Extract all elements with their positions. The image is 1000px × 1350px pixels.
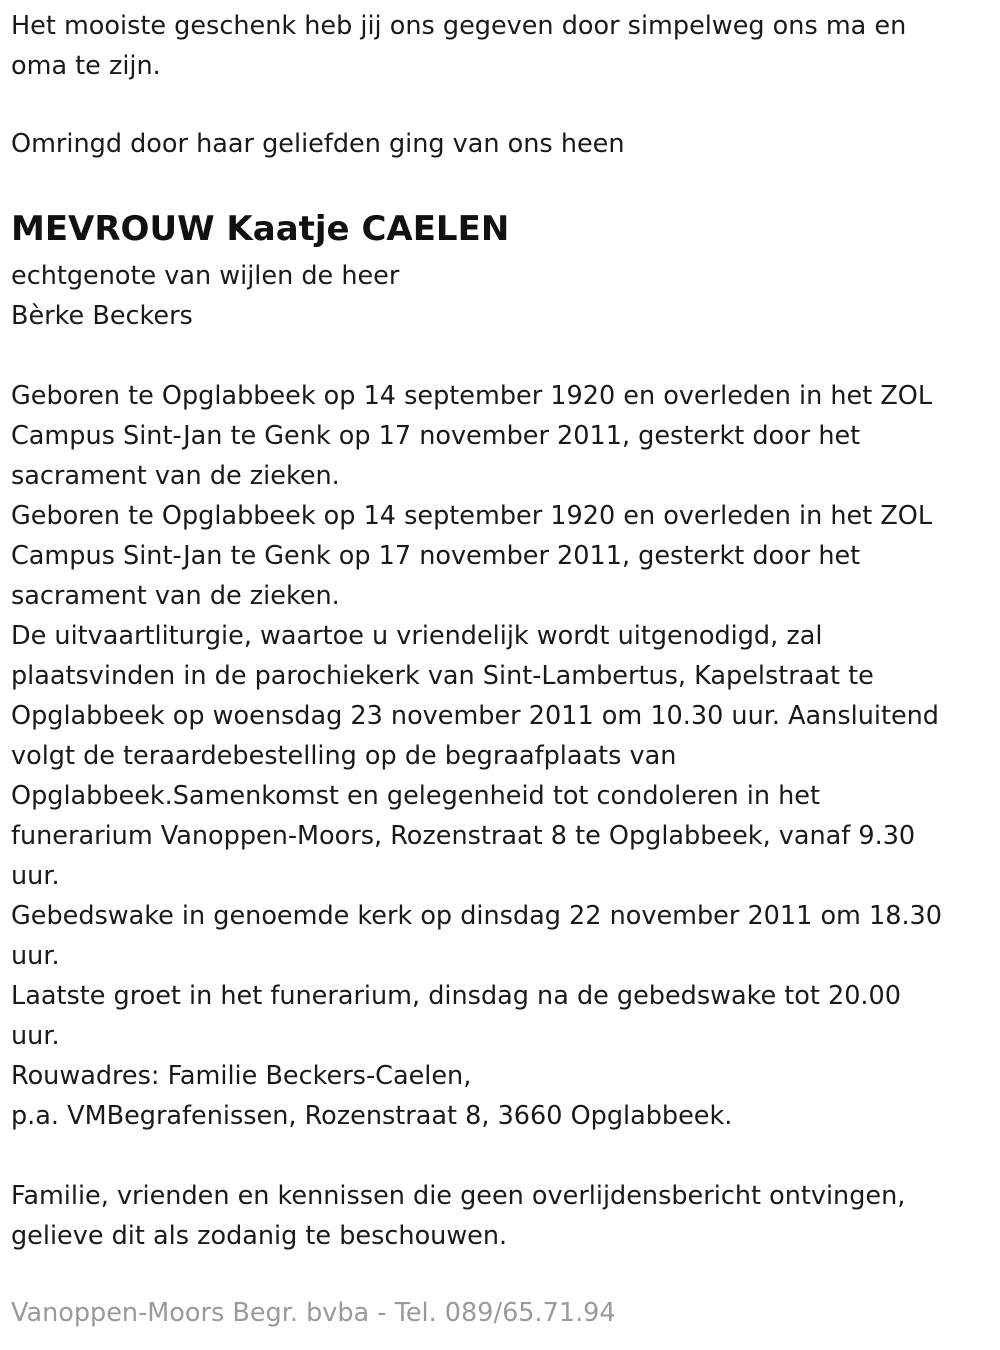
body-line: uur. [11,941,60,971]
intro-text [11,6,988,86]
closing-text [11,1176,988,1256]
closing-line: Familie, vrienden en kennissen die geen overlijdensbericht ontvingen, [11,1181,906,1211]
notice-body [11,376,988,1136]
body-line: Opglabbeek op woensdag 23 november 2011 om 10.30 uur. Aansluitend [11,701,939,731]
body-line: Geboren te Opglabbeek op 14 september 1920 en overleden in het ZOL [11,501,933,531]
body-line: volgt de teraardebestelling op de begraafplaats van [11,741,677,771]
spouse-line: echtgenote van wijlen de heer [11,261,400,291]
body-line: Opglabbeek.Samenkomst en gelegenheid tot condoleren in het [11,781,820,811]
funeral-home-footer: Vanoppen-Moors Begr. bvba - Tel. 089/65.71.94 [11,1298,616,1328]
body-line: sacrament van de zieken. [11,461,340,491]
closing-line: gelieve dit als zodanig te beschouwen. [11,1221,508,1251]
body-line: Geboren te Opglabbeek op 14 september 1920 en overleden in het ZOL [11,381,933,411]
deceased-name: MEVROUW Kaatje CAELEN [11,209,510,249]
body-line: sacrament van de zieken. [11,581,340,611]
body-line: uur. [11,1021,60,1051]
body-line: funerarium Vanoppen-Moors, Rozenstraat 8 te Opglabbeek, vanaf 9.30 [11,821,916,851]
body-line: plaatsvinden in de parochiekerk van Sint-Lambertus, Kapelstraat te [11,661,874,691]
spouse-line: Bèrke Beckers [11,301,193,331]
body-line: p.a. VMBegrafenissen, Rozenstraat 8, 3660 Opglabbeek. [11,1101,733,1131]
spouse-info [11,256,988,336]
intro-line: oma te zijn. [11,51,161,81]
body-line: Campus Sint-Jan te Genk op 17 november 2011, gesterkt door het [11,541,861,571]
body-line: Rouwadres: Familie Beckers-Caelen, [11,1061,472,1091]
intro-line: Het mooiste geschenk heb jij ons gegeven door simpelweg ons ma en [11,11,907,41]
surrounded-text: Omringd door haar geliefden ging van ons heen [11,129,625,159]
body-line: uur. [11,861,60,891]
body-line: Gebedswake in genoemde kerk op dinsdag 22 november 2011 om 18.30 [11,901,942,931]
body-line: Laatste groet in het funerarium, dinsdag na de gebedswake tot 20.00 [11,981,901,1011]
body-line: De uitvaartliturgie, waartoe u vriendelijk wordt uitgenodigd, zal [11,621,823,651]
body-line: Campus Sint-Jan te Genk op 17 november 2011, gesterkt door het [11,421,861,451]
